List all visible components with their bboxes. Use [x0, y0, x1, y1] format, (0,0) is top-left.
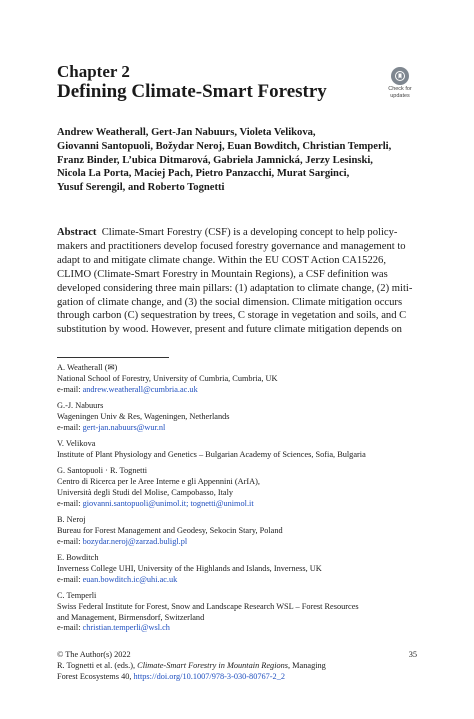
email-link[interactable]: euan.bowditch.ic@uhi.ac.uk: [82, 574, 178, 584]
chapter-label: Chapter 2: [57, 62, 130, 81]
author-line: Yusuf Serengil, and Roberto Tognetti: [57, 182, 225, 194]
affiliation: [57, 439, 417, 461]
affiliation-line: Bureau for Forest Management and Geodesy, Sekocin Stary, Poland: [57, 525, 283, 535]
chapter-title: Defining Climate-Smart Forestry: [57, 81, 327, 102]
badge-text-line1: Check for: [388, 86, 412, 92]
copyright: © The Author(s) 2022: [57, 650, 131, 659]
book-title: Climate-Smart Forestry in Mountain Regions: [137, 660, 289, 670]
abstract: [57, 226, 417, 337]
abstract-heading: Abstract: [57, 227, 97, 238]
affiliation-line: Wageningen Univ & Res, Wageningen, Netherlands: [57, 411, 230, 421]
badge-text-line2: updates: [390, 93, 410, 99]
affiliation-line: Università degli Studi del Molise, Campobasso, Italy: [57, 487, 234, 497]
email-label: e-mail:: [57, 536, 83, 546]
abstract-text: Climate-Smart Forestry (CSF) is a developing concept to help policy-: [101, 227, 398, 238]
affiliation: [57, 466, 417, 509]
affiliation-email-line: [57, 623, 417, 634]
email-link[interactable]: giovanni.santopuoli@unimol.it; tognetti@unimol.it: [82, 498, 254, 508]
affiliation: [57, 553, 417, 585]
email-label: e-mail:: [57, 574, 83, 584]
email-link[interactable]: gert-jan.nabuurs@wur.nl: [82, 422, 166, 432]
affiliation: [57, 363, 417, 395]
author-line: Nicola La Porta, Maciej Pach, Pietro Panzacchi, Murat Sarginci,: [57, 168, 350, 180]
affiliation-email-line: [57, 575, 417, 586]
series-text: Forest Ecosystems 40,: [57, 671, 134, 681]
page-footer: [57, 650, 417, 682]
affiliation: [57, 515, 417, 547]
abstract-line: developed considering three main pillars: (1) adaptation to climate change, (2) miti-: [57, 282, 413, 294]
abstract-line: substitution by wood. However, present and future climate mitigation depends on: [57, 324, 402, 336]
email-label: e-mail:: [57, 623, 83, 633]
affiliation-list: [57, 363, 417, 640]
author-line: Giovanni Santopuoli, Božydar Neroj, Euan Bowditch, Christian Temperli,: [57, 140, 392, 152]
abstract-line: CLIMO (Climate-Smart Forestry in Mountain Regions), a CSF definition was: [57, 268, 388, 280]
affiliation-line: C. Temperli: [57, 590, 97, 600]
affiliation: [57, 591, 417, 634]
abstract-line: through carbon (C) sequestration by trees, C storage in vegetation and soils, and C: [57, 310, 407, 322]
affiliation-line: National School of Forestry, University of Cumbria, Cumbria, UK: [57, 373, 278, 383]
check-for-updates-badge[interactable]: [382, 67, 418, 103]
bookmark-icon: [391, 67, 409, 85]
affiliation-line: and Management, Birmensdorf, Switzerland: [57, 612, 205, 622]
series-line: [57, 672, 417, 683]
email-label: e-mail:: [57, 498, 83, 508]
affiliation-line: Swiss Federal Institute for Forest, Snow and Landscape Research WSL – Forest Resources: [57, 601, 359, 611]
affiliation-email-line: [57, 499, 417, 510]
email-link[interactable]: bozydar.neroj@zarzad.buligl.pl: [82, 536, 188, 546]
footnote-divider: [57, 357, 169, 358]
citation-suffix: , Managing: [288, 660, 326, 670]
citation-line: [57, 661, 417, 672]
affiliation-email-line: [57, 537, 417, 548]
affiliation-line: G.-J. Nabuurs: [57, 400, 104, 410]
doi-link[interactable]: https://doi.org/10.1007/978-3-030-80767-2_2: [133, 671, 286, 681]
email-link[interactable]: christian.temperli@wsl.ch: [82, 623, 170, 633]
abstract-line: gation of climate change, and (3) the social dimension. Climate mitigation occurs: [57, 296, 403, 308]
affiliation-line: Inverness College UHI, University of the Highlands and Islands, Inverness, UK: [57, 563, 322, 573]
email-label: e-mail:: [57, 384, 83, 394]
author-line: Andrew Weatherall, Gert-Jan Nabuurs, Violeta Velikova,: [57, 127, 316, 138]
affiliation-line: V. Velikova: [57, 438, 96, 448]
abstract-line: makers and practitioners develop focused forestry governance and management to: [57, 240, 406, 252]
page-number: 35: [408, 650, 417, 659]
author-line: Franz Binder, L’ubica Ditmarová, Gabriela Jamnická, Jerzy Lesinski,: [57, 154, 373, 166]
citation-prefix: R. Tognetti et al. (eds.),: [57, 660, 138, 670]
affiliation-line: B. Neroj: [57, 514, 86, 524]
affiliation-email-line: [57, 423, 417, 434]
affiliation-email-line: [57, 385, 417, 396]
affiliation-line: G. Santopuoli · R. Tognetti: [57, 466, 148, 476]
affiliation-line: A. Weatherall (✉): [57, 363, 118, 372]
affiliation-line: E. Bowditch: [57, 552, 99, 562]
author-list: [57, 126, 417, 195]
affiliation-line: Institute of Plant Physiology and Genetics – Bulgarian Academy of Sciences, Sofia, Bulgaria: [57, 449, 366, 459]
affiliation-line: Centro di Ricerca per le Aree Interne e gli Appennini (ArIA),: [57, 476, 260, 486]
email-label: e-mail:: [57, 422, 83, 432]
abstract-line: adapt to and mitigate climate change. Within the EU COST Action CA15226,: [57, 254, 387, 266]
abstract-line: [57, 226, 417, 240]
email-link[interactable]: andrew.weatherall@cumbria.ac.uk: [82, 384, 198, 394]
affiliation: [57, 401, 417, 433]
